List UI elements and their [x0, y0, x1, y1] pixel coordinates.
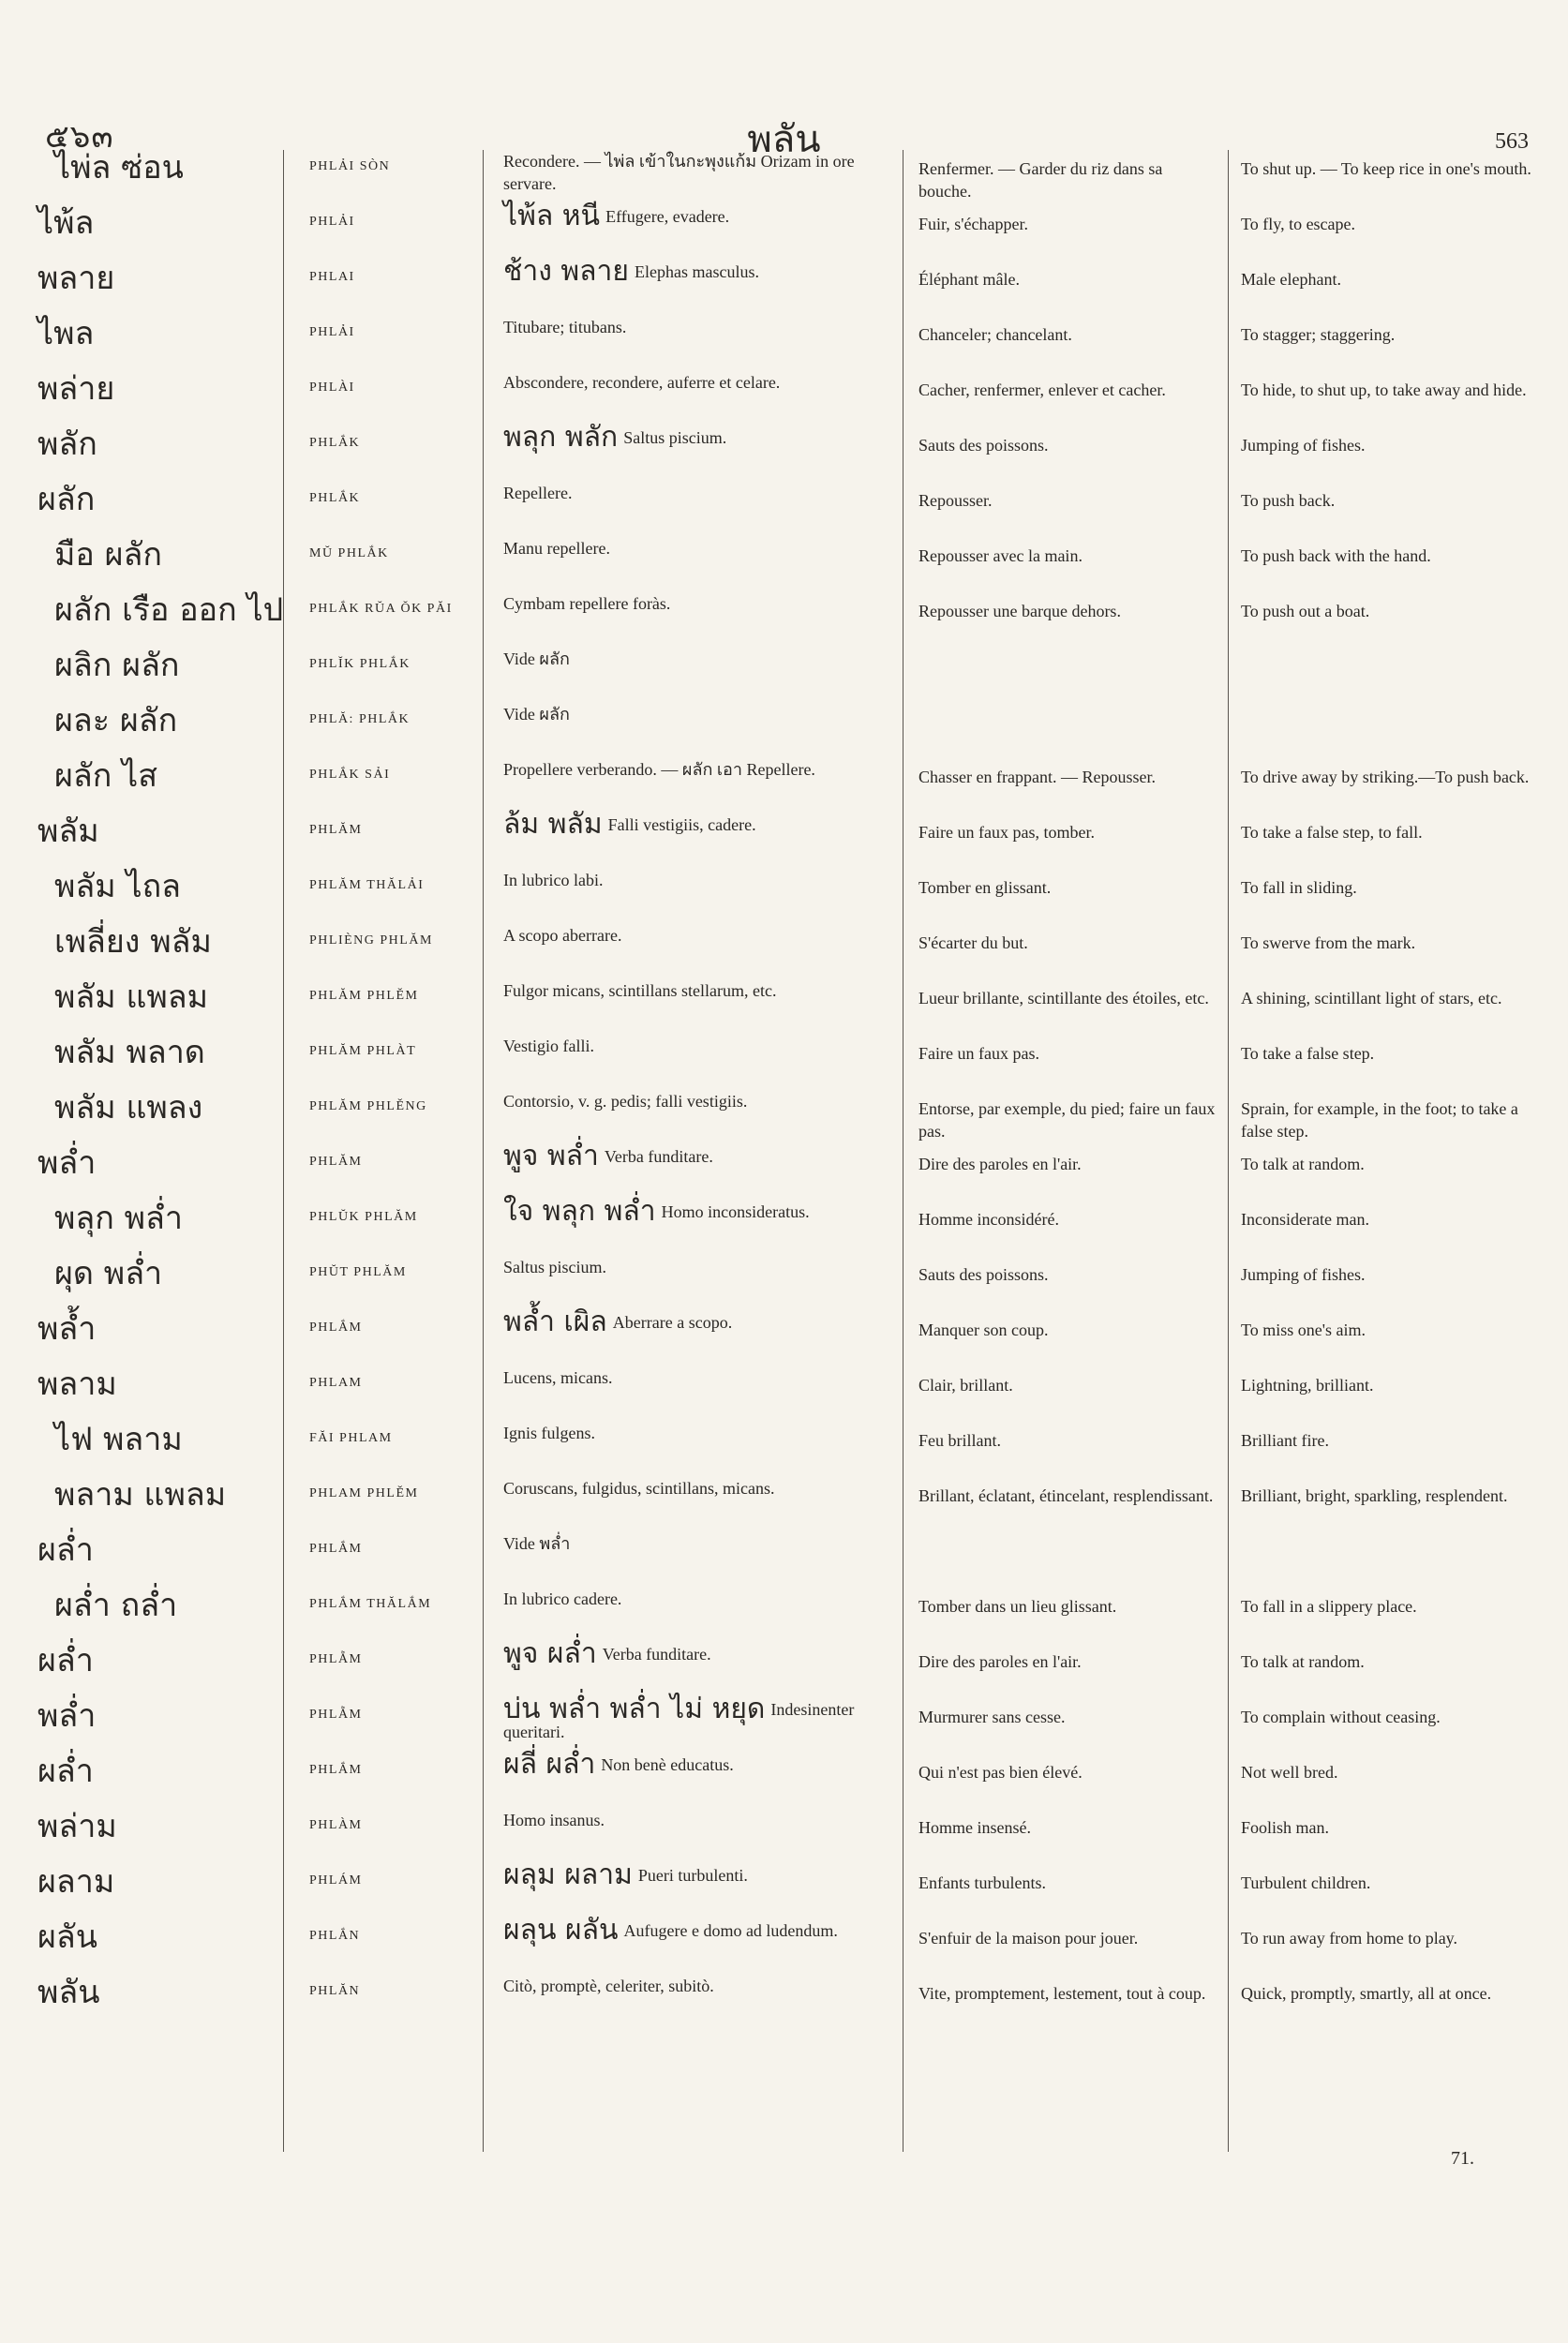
romanization: PHLẮK [309, 436, 361, 450]
thai-headword: ไพ้ล [37, 204, 95, 242]
thai-example: พูจ ผล่ำ [503, 1637, 597, 1670]
french-definition: Faire un faux pas, tomber. [918, 823, 1095, 842]
romanization: PHLĂM [309, 1155, 363, 1169]
french-definition: Fuir, s'échapper. [918, 215, 1028, 233]
french-definition: Brillant, éclatant, étincelant, resplendissant. [918, 1486, 1214, 1505]
romanization: MŬ PHLẮK [309, 546, 389, 560]
romanization: PHLẮM [309, 1542, 363, 1556]
dictionary-entry [0, 1086, 1568, 1142]
english-definition: To take a false step, to fall. [1241, 823, 1423, 842]
french-definition: Cacher, renfermer, enlever et cacher. [918, 381, 1166, 399]
thai-headword: พลัม ไถล [54, 868, 181, 905]
english-definition: Turbulent children. [1241, 1873, 1371, 1892]
dictionary-entry [0, 423, 1568, 478]
french-definition: Manquer son coup. [918, 1321, 1049, 1339]
dictionary-entry [0, 865, 1568, 920]
latin-definition [503, 371, 897, 394]
latin-definition [503, 1140, 897, 1172]
thai-headword: พล้ำ [37, 1310, 97, 1348]
french-definition: Murmurer sans cesse. [918, 1708, 1066, 1726]
dictionary-entry [0, 1307, 1568, 1363]
romanization: PHLIÈNG PHLĂM [309, 933, 433, 948]
thai-example: ช้าง พลาย [503, 255, 629, 288]
latin-text: In lubrico labi. [503, 871, 604, 889]
french-definition: Dire des paroles en l'air. [918, 1155, 1082, 1173]
latin-definition [503, 592, 897, 615]
thai-headword: พลุก พล่ำ [54, 1200, 183, 1237]
thai-headword: พลัก [37, 425, 97, 463]
english-definition: To miss one's aim. [1241, 1321, 1366, 1339]
dictionary-entry [0, 312, 1568, 367]
dictionary-entry [0, 478, 1568, 533]
romanization: PHLAM [309, 1376, 363, 1390]
dictionary-entry [0, 1031, 1568, 1086]
dictionary-entry [0, 920, 1568, 976]
latin-definition [503, 758, 897, 781]
romanization: PHLẢI [309, 215, 355, 229]
thai-example: ผลี่ ผล่ำ [503, 1748, 596, 1781]
latin-definition [503, 1422, 897, 1444]
romanization: PHLẮK SẢI [309, 768, 391, 782]
french-definition: Clair, brillant. [918, 1376, 1013, 1395]
thai-headword: ผล่ำ [37, 1642, 94, 1679]
signature-mark: 71. [1451, 2148, 1474, 2169]
latin-text: Ignis fulgens. [503, 1424, 595, 1442]
romanization: PHLẴM [309, 1708, 363, 1722]
french-definition: Homme inconsidéré. [918, 1210, 1059, 1229]
french-definition: Sauts des poissons. [918, 1265, 1049, 1284]
dictionary-entry [0, 1971, 1568, 2026]
dictionary-entry [0, 201, 1568, 257]
french-definition: Entorse, par exemple, du pied; faire un faux pas. [918, 1099, 1216, 1141]
latin-text: Fulgor micans, scintillans stellarum, etc. [503, 981, 777, 1000]
thai-headword: พลัม แพลง [54, 1089, 203, 1127]
latin-definition [503, 924, 897, 947]
thai-example: ผลุม ผลาม [503, 1858, 633, 1891]
thai-headword: ผล่ำ [37, 1753, 94, 1790]
thai-headword: ผละ ผลัก [54, 702, 178, 739]
thai-headword: พลัม พลาด [54, 1034, 205, 1071]
thai-headword: พล่าม [37, 1808, 117, 1845]
latin-text: Verba funditare. [602, 1645, 711, 1664]
thai-headword: พลัม แพลม [54, 978, 209, 1016]
romanization: PHLĂM PHLĚM [309, 989, 419, 1003]
thai-headword: พลาย [37, 260, 115, 297]
entry-list [0, 146, 1568, 2026]
dictionary-entry [0, 257, 1568, 312]
thai-example: ผลุน ผลัน [503, 1914, 619, 1947]
romanization: PHLĂM [309, 823, 363, 837]
thai-example: พล้ำ เผิล [503, 1306, 607, 1338]
french-definition: S'écarter du but. [918, 933, 1028, 952]
latin-text: Aberrare a scopo. [612, 1313, 733, 1332]
latin-definition [503, 1366, 897, 1389]
french-definition: Sauts des poissons. [918, 436, 1049, 455]
latin-text: Recondere. — ไพ่ล เข้าในกะพุงแก้ม Orizam in ore servare. [503, 152, 855, 193]
french-definition: Dire des paroles en l'air. [918, 1652, 1082, 1671]
latin-definition [503, 1637, 897, 1670]
english-definition: To fall in a slippery place. [1241, 1597, 1417, 1616]
french-definition: Qui n'est pas bien élevé. [918, 1763, 1083, 1782]
dictionary-entry [0, 1639, 1568, 1694]
thai-headword: พลัน [37, 1974, 100, 2011]
thai-headword: ผุด พล่ำ [54, 1255, 163, 1292]
thai-headword: ผลัก ไส [54, 757, 158, 795]
thai-headword: ผลิก ผลัก [54, 647, 180, 684]
latin-text: Verba funditare. [604, 1147, 713, 1166]
latin-text: Saltus piscium. [623, 428, 727, 447]
dictionary-entry [0, 1694, 1568, 1750]
latin-text: Abscondere, recondere, auferre et celare. [503, 373, 781, 392]
latin-text: Lucens, micans. [503, 1368, 613, 1387]
thai-headword: ไพล [37, 315, 95, 352]
dictionary-entry [0, 1529, 1568, 1584]
latin-text: Vide ผลัก [503, 705, 570, 724]
english-definition: To shut up. — To keep rice in one's mouth. [1241, 159, 1531, 178]
english-definition: To hide, to shut up, to take away and hide. [1241, 381, 1527, 399]
french-definition: Tomber dans un lieu glissant. [918, 1597, 1117, 1616]
romanization: PHLAM PHLĚM [309, 1486, 419, 1500]
french-definition: Vite, promptement, lestement, tout à coup. [918, 1984, 1206, 2003]
latin-definition [503, 1035, 897, 1057]
latin-text: Vide ผลัก [503, 649, 570, 668]
english-definition: To stagger; staggering. [1241, 325, 1396, 344]
latin-definition [503, 316, 897, 338]
thai-example: พูจ พล่ำ [503, 1140, 599, 1172]
latin-text: Elephas masculus. [634, 262, 759, 281]
english-definition: Not well bred. [1241, 1763, 1338, 1782]
thai-headword: พลัม [37, 813, 99, 850]
romanization: PHLÀM [309, 1818, 363, 1832]
dictionary-entry [0, 699, 1568, 754]
romanization: PHLẢI [309, 325, 355, 339]
english-definition: Brilliant fire. [1241, 1431, 1329, 1450]
french-definition: Repousser une barque dehors. [918, 602, 1121, 620]
dictionary-entry [0, 1418, 1568, 1473]
latin-text: Effugere, evadere. [605, 207, 730, 226]
latin-definition [503, 648, 897, 670]
latin-text: Non benè educatus. [601, 1755, 734, 1774]
latin-definition [503, 869, 897, 891]
running-head: พลัน [747, 118, 821, 161]
english-definition: To talk at random. [1241, 1652, 1365, 1671]
latin-text: Citò, promptè, celeriter, subitò. [503, 1977, 714, 1995]
latin-definition [503, 421, 897, 454]
latin-definition [503, 1748, 897, 1781]
english-definition: To drive away by striking.—To push back. [1241, 768, 1530, 786]
latin-text: Falli vestigiis, cadere. [607, 815, 756, 834]
dictionary-entry [0, 1142, 1568, 1197]
latin-text: In lubrico cadere. [503, 1589, 622, 1608]
french-definition: Feu brillant. [918, 1431, 1001, 1450]
thai-example: ไพ้ล หนี [503, 200, 601, 232]
romanization: PHLẴM [309, 1652, 363, 1666]
romanization: PHLẮM THĂLẮM [309, 1597, 432, 1611]
thai-headword: ผล่ำ [37, 1531, 94, 1569]
latin-text: Manu repellere. [503, 539, 610, 558]
dictionary-entry [0, 146, 1568, 201]
romanization: PHLĂM PHLÀT [309, 1044, 417, 1058]
dictionary-entry [0, 1584, 1568, 1639]
french-definition: Faire un faux pas. [918, 1044, 1039, 1063]
romanization: PHLĂN [309, 1984, 361, 1998]
latin-text: Pueri turbulenti. [637, 1866, 748, 1885]
latin-definition [503, 1693, 897, 1743]
thai-headword: ผลาม [37, 1863, 115, 1901]
latin-definition [503, 150, 897, 195]
english-definition: To swerve from the mark. [1241, 933, 1416, 952]
dictionary-entry [0, 1473, 1568, 1529]
dictionary-entry [0, 754, 1568, 810]
romanization: PHLÁM [309, 1873, 363, 1888]
thai-example: บ่น พล่ำ พล่ำ ไม่ หยุด [503, 1693, 766, 1725]
thai-headword: ไฟ พลาม [54, 1421, 183, 1458]
romanization: PHLĬK PHLẮK [309, 657, 411, 671]
romanization: PHLẢI SÒN [309, 159, 391, 173]
romanization: PHŬT PHLĂM [309, 1265, 407, 1279]
latin-text: Indesinenter queritari. [503, 1700, 855, 1741]
thai-example: ใจ พลุก พล่ำ [503, 1195, 656, 1228]
dictionary-entry [0, 1916, 1568, 1971]
latin-text: Homo insanus. [503, 1811, 605, 1829]
latin-text: Coruscans, fulgidus, scintillans, micans. [503, 1479, 775, 1498]
latin-definition [503, 482, 897, 504]
latin-definition [503, 1858, 897, 1891]
english-definition: To fall in sliding. [1241, 878, 1357, 897]
latin-text: Titubare; titubans. [503, 318, 627, 336]
english-definition: To talk at random. [1241, 1155, 1365, 1173]
dictionary-entry [0, 644, 1568, 699]
french-definition: Chanceler; chancelant. [918, 325, 1072, 344]
latin-definition [503, 1809, 897, 1831]
english-definition: Sprain, for example, in the foot; to take a false step. [1241, 1099, 1518, 1141]
latin-text: Homo inconsideratus. [661, 1202, 810, 1221]
latin-text: Cymbam repellere foràs. [503, 594, 671, 613]
english-definition: A shining, scintillant light of stars, etc. [1241, 989, 1502, 1007]
latin-definition [503, 1914, 897, 1947]
romanization: PHLĂM PHLĚNG [309, 1099, 427, 1113]
latin-definition [503, 1090, 897, 1112]
latin-definition [503, 1532, 897, 1555]
thai-page-number: ๕๖๓ [45, 118, 114, 156]
romanization: PHLẮM [309, 1763, 363, 1777]
french-definition: Éléphant mâle. [918, 270, 1020, 289]
french-definition: Repousser. [918, 491, 993, 510]
latin-text: Vide พล่ำ [503, 1534, 571, 1553]
dictionary-entry [0, 367, 1568, 423]
latin-text: Contorsio, v. g. pedis; falli vestigiis. [503, 1092, 748, 1111]
english-definition: Foolish man. [1241, 1818, 1330, 1837]
romanization: PHLẮK RŬA ŎK PĂI [309, 602, 453, 616]
latin-definition [503, 1477, 897, 1500]
french-definition: S'enfuir de la maison pour jouer. [918, 1929, 1139, 1948]
english-definition: Jumping of fishes. [1241, 1265, 1366, 1284]
french-definition: Tomber en glissant. [918, 878, 1052, 897]
thai-example: ล้ม พลัม [503, 808, 603, 841]
latin-definition [503, 1195, 897, 1228]
english-definition: Inconsiderate man. [1241, 1210, 1369, 1229]
romanization: PHLẮM [309, 1321, 363, 1335]
dictionary-entry [0, 589, 1568, 644]
thai-headword: ผลัก เรือ ออก ไป [54, 591, 284, 629]
latin-text: A scopo aberrare. [503, 926, 622, 945]
romanization: PHLŬK PHLĂM [309, 1210, 418, 1224]
thai-example: พลุก พลัก [503, 421, 619, 454]
dictionary-entry [0, 1805, 1568, 1860]
dictionary-entry [0, 1252, 1568, 1307]
latin-definition [503, 255, 897, 288]
latin-definition [503, 703, 897, 725]
latin-text: Repellere. [503, 484, 573, 502]
latin-text: Aufugere e domo ad ludendum. [623, 1921, 838, 1940]
english-definition: Lightning, brilliant. [1241, 1376, 1374, 1395]
french-definition: Lueur brillante, scintillante des étoiles, etc. [918, 989, 1209, 1007]
thai-headword: ผลัก [37, 481, 96, 518]
dictionary-entry [0, 1750, 1568, 1805]
latin-definition [503, 1256, 897, 1278]
thai-headword: พลาม [37, 1366, 117, 1403]
latin-definition [503, 979, 897, 1002]
latin-definition [503, 537, 897, 560]
latin-definition [503, 1588, 897, 1610]
english-definition: To fly, to escape. [1241, 215, 1356, 233]
english-definition: Brilliant, bright, sparkling, resplendent. [1241, 1486, 1508, 1505]
romanization: PHLĂM THĂLẢI [309, 878, 425, 892]
english-definition: Male elephant. [1241, 270, 1341, 289]
thai-headword: พล่ำ [37, 1144, 97, 1182]
thai-headword: พล่ำ [37, 1697, 97, 1735]
romanization: FĂI PHLAM [309, 1431, 393, 1445]
thai-headword: มือ ผลัก [54, 536, 162, 574]
latin-definition [503, 808, 897, 841]
dictionary-entry [0, 1860, 1568, 1916]
thai-headword: พลาม แพลม [54, 1476, 227, 1514]
latin-definition [503, 1975, 897, 1997]
thai-headword: พล่าย [37, 370, 115, 408]
latin-text: Vestigio falli. [503, 1037, 594, 1055]
english-definition: To push back. [1241, 491, 1336, 510]
english-definition: To take a false step. [1241, 1044, 1375, 1063]
romanization: PHLAI [309, 270, 355, 284]
dictionary-entry [0, 533, 1568, 589]
french-definition: Chasser en frappant. — Repousser. [918, 768, 1156, 786]
thai-headword: ผล่ำ ถล่ำ [54, 1587, 178, 1624]
french-definition: Renfermer. — Garder du riz dans sa bouche. [918, 159, 1163, 201]
latin-definition [503, 1306, 897, 1338]
french-definition: Homme insensé. [918, 1818, 1031, 1837]
romanization: PHLĂ: PHLẮK [309, 712, 411, 726]
dictionary-entry [0, 1197, 1568, 1252]
latin-text: Saltus piscium. [503, 1258, 607, 1276]
english-definition: Quick, promptly, smartly, all at once. [1241, 1984, 1492, 2003]
romanization: PHLÀI [309, 381, 355, 395]
thai-headword: ผลัน [37, 1918, 97, 1956]
dictionary-entry [0, 1363, 1568, 1418]
thai-headword: ไพ่ล ซ่อน [54, 149, 184, 187]
thai-headword: เพลี่ยง พลัม [54, 923, 212, 961]
french-definition: Enfants turbulents. [918, 1873, 1046, 1892]
english-definition: To run away from home to play. [1241, 1929, 1458, 1948]
dictionary-entry [0, 976, 1568, 1031]
english-definition: To complain without ceasing. [1241, 1708, 1441, 1726]
latin-text: Propellere verberando. — ผลัก เอา Repellere. [503, 760, 815, 779]
english-definition: To push back with the hand. [1241, 546, 1431, 565]
romanization: PHLẮN [309, 1929, 361, 1943]
romanization: PHLẮK [309, 491, 361, 505]
french-definition: Repousser avec la main. [918, 546, 1083, 565]
page-number: 563 [1495, 129, 1529, 154]
english-definition: To push out a boat. [1241, 602, 1370, 620]
dictionary-entry [0, 810, 1568, 865]
latin-definition [503, 200, 897, 232]
english-definition: Jumping of fishes. [1241, 436, 1366, 455]
